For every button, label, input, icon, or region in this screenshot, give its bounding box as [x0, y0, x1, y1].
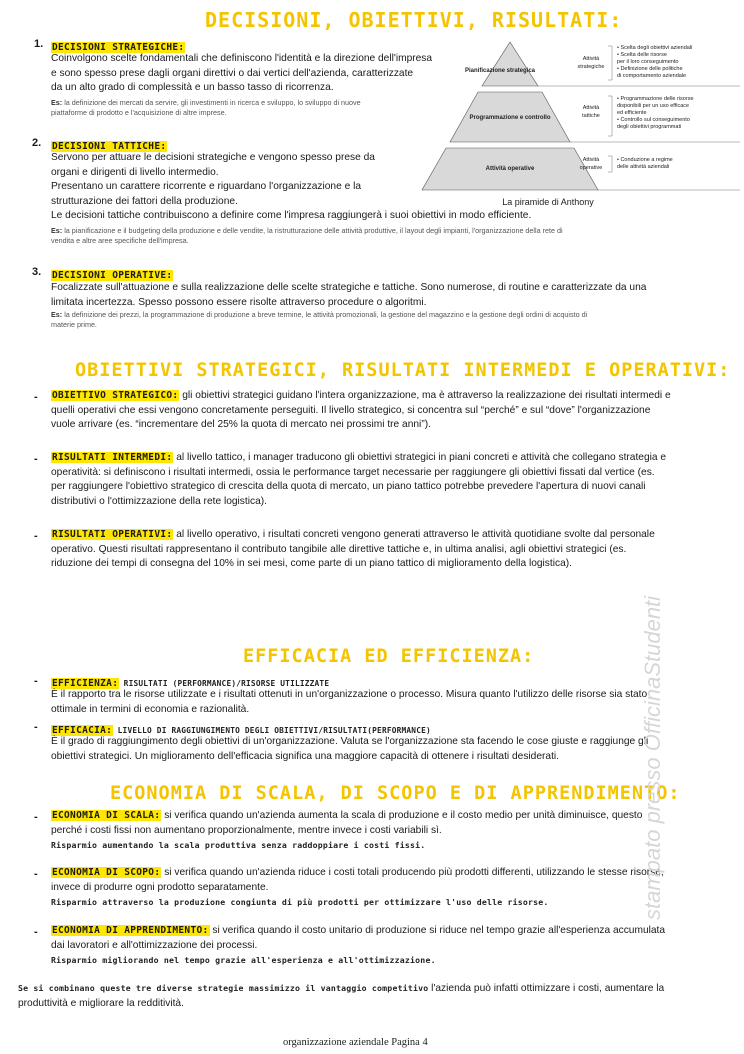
- label-decisioni-strategiche: DECISIONI STRATEGICHE:: [52, 42, 185, 53]
- pyramid-level-label: Pianificazione strategica: [464, 68, 536, 74]
- conclusion-paragraph: Se si combinano queste tre diverse strategie massimizzo il vantaggio competitivo l'azienda può infatti ottimizzare i costi, aumentare la produttività e migliorare la redditività.: [18, 983, 665, 1009]
- paragraph-risultati-intermedi: RISULTATI INTERMEDI: al livello tattico, i manager traducono gli obiettivi strategici in piani concreti e attività che collegano strategia e operatività: si definiscono i risultati intermedi, ossia le performance target necessarie per raggiungere gli obiettivi fissati dal vertice (es. per raggiungere l'obiettivo strategico di crescita della quota di mercato, un piano tattico potrebbe prevedere l'apertura di nuovi canali distributivi o l'ottimizzazione della rete logistica).: [51, 452, 667, 507]
- label-obiettivo-strategico: OBIETTIVO STRATEGICO:: [52, 390, 179, 401]
- bullet-dash: -: [34, 453, 38, 465]
- paragraph-economia-scopo: ECONOMIA DI SCOPO: si verifica quando un'azienda riduce i costi totali producendo più prodotti differenti, utilizzando le stesse risorse, invece di produrre ogni prodotto separatamente. Risparmio attraverso la produzione congiunta di più prodotti per ottimizzare l'uso delle risorse.: [51, 866, 741, 910]
- bullet-dash: -: [34, 530, 38, 542]
- section-title-decisioni: DECISIONI, OBIETTIVI, RISULTATI:: [205, 8, 623, 32]
- label-economia-apprendimento: ECONOMIA DI APPRENDIMENTO:: [52, 925, 209, 936]
- note-economia-scala: Risparmio aumentando la scala produttiva senza raddoppiare i costi fissi.: [51, 840, 426, 850]
- pyramid-level-strategic: [482, 42, 538, 86]
- bullet-dash: -: [34, 675, 38, 687]
- pyramid-bullet: • Conduzione a regime: [617, 157, 673, 163]
- bullet-dash: -: [34, 811, 38, 823]
- paragraph-obiettivo-strategico: OBIETTIVO STRATEGICO: gli obiettivi strategici guidano l'intera organizzazione, ma è attraverso la realizzazione dei risultati intermedi e quelli operativi che essi vengono concretamente perseguiti. Il livello strategico, si concentra sul “perché” e sul “dove” l'organizzazione vuole arrivare (es. “incrementare del 25% la quota di mercato nei prossimi tre anni”).: [51, 390, 671, 430]
- page-footer: organizzazione aziendale Pagina 4: [283, 1037, 428, 1048]
- pyramid-bullet: di comportamento aziendale: [617, 73, 687, 79]
- paragraph-risultati-operativi: RISULTATI OPERATIVI: al livello operativo, i risultati concreti vengono generati attraverso le attività quotidiane svolte dal personale operativo. Questi risultati rappresentano il contributo tangibile alle direttive tattiche e, in ultima analisi, agli obiettivi strategici (es. riduzione dei tempi di consegna del 10% in sei mesi, come parte di un piano tattico di miglioramento della logistica).: [51, 529, 655, 569]
- bullet-dash: -: [34, 926, 38, 938]
- label-economia-scala: ECONOMIA DI SCALA:: [52, 810, 161, 821]
- example-decisioni-strategiche: Es: la definizione dei mercati da servire, gli investimenti in ricerca e sviluppo, lo sviluppo di nuove piattaforme di prodotto e l'acquisizione di altre imprese.: [51, 98, 361, 117]
- paragraph-economia-apprendimento: ECONOMIA DI APPRENDIMENTO: si verifica quando il costo unitario di produzione si riduce nel tempo grazie all'esperienza accumulata dai lavoratori e all'ottimizzazione dei processi. Risparmio migliorando nel tempo grazie all'esperienza e all'ottimizzazione.: [51, 924, 741, 968]
- pyramid-bullet: • Scelta degli obiettivi aziendali: [617, 45, 693, 51]
- pyramid-side-label: operative: [579, 165, 603, 171]
- label-efficacia: EFFICACIA:: [52, 725, 113, 736]
- paragraph-efficienza: È il rapporto tra le risorse utilizzate e i risultati ottenuti in un'organizzazione o processo. Misura quanto l'utilizzo delle risorse sia stato ottimale in termini di economia e razionalità.: [51, 689, 648, 715]
- formula-efficienza: RISULTATI (PERFORMANCE)/RISORSE UTILIZZATE: [123, 679, 330, 688]
- pyramid-side-label: Attività: [582, 56, 600, 62]
- pyramid-bullet: degli obiettivi programmati: [617, 124, 682, 130]
- pyramid-bullet: • Controllo sul conseguimento: [617, 117, 690, 123]
- paragraph-decisioni-strategiche: Coinvolgono scelte fondamentali che definiscono l'identità e la direzione dell'impresa e sono spesso prese dagli organi direttivi o dai vertici dell'azienda, caratterizzate da un alto grado di complessità e un basso tasso di ricorrenza.: [51, 53, 433, 93]
- pyramid-bullet: • Programmazione delle risorse: [617, 96, 694, 102]
- label-risultati-intermedi: RISULTATI INTERMEDI:: [52, 452, 173, 463]
- item-number: 1.: [34, 38, 44, 50]
- pyramid-bullet: disponibili per un uso efficace: [617, 103, 690, 109]
- item-number: 3.: [32, 266, 42, 278]
- pyramid-caption: La piramide di Anthony: [502, 197, 594, 207]
- note-economia-scopo: Risparmio attraverso la produzione congiunta di più prodotti per ottimizzare l'uso delle risorse.: [51, 897, 549, 907]
- label-risultati-operativi: RISULTATI OPERATIVI:: [52, 529, 173, 540]
- pyramid-side-label: tattiche: [582, 113, 600, 119]
- note-economia-apprendimento: Risparmio migliorando nel tempo grazie all'esperienza e all'ottimizzazione.: [51, 955, 436, 965]
- pyramid-side-label: strategiche: [577, 64, 605, 70]
- pyramid-level-label: Programmazione e controllo: [469, 115, 551, 121]
- formula-efficacia: LIVELLO DI RAGGIUNGIMENTO DEGLI OBIETTIVI/RISULTATI(PERFORMANCE): [117, 726, 431, 735]
- pyramid-side-label: Attività: [582, 105, 600, 111]
- section-title-efficacia: EFFICACIA ED EFFICIENZA:: [243, 646, 535, 667]
- conclusion-handwritten: Se si combinano queste tre diverse strategie massimizzo il vantaggio competitivo: [18, 983, 429, 993]
- pyramid-side-label: Attività: [582, 157, 600, 163]
- section-title-economia: ECONOMIA DI SCALA, DI SCOPO E DI APPRENDIMENTO:: [110, 783, 681, 804]
- label-economia-scopo: ECONOMIA DI SCOPO:: [52, 867, 161, 878]
- label-decisioni-operative: DECISIONI OPERATIVE:: [52, 270, 173, 281]
- bullet-dash: -: [34, 868, 38, 880]
- pyramid-bullet: per il loro conseguimento: [617, 59, 679, 65]
- bullet-dash: -: [34, 391, 38, 403]
- label-efficienza: EFFICIENZA:: [52, 678, 119, 689]
- pyramid-bullet: • Scelta delle risorse: [617, 52, 667, 58]
- paragraph-efficacia: È il grado di raggiungimento degli obiettivi di un'organizzazione. Valuta se l'organizzazione sta facendo le cose giuste e raggiunge gli obiettivi strategici. Un miglioramento dell'efficacia significa una maggiore capacità di ottenere i risultati desiderati.: [51, 736, 649, 762]
- item-number: 2.: [32, 137, 42, 149]
- example-decisioni-operative: Es: la definizione dei prezzi, la programmazione di produzione a breve termine, le attività promozionali, la gestione del magazzino e la gestione degli ordini di acquisto di materie prime.: [51, 310, 588, 329]
- pyramid-level-label: Attività operative: [485, 166, 535, 172]
- bullet-dash: -: [34, 721, 38, 733]
- anthony-pyramid-diagram: [420, 38, 740, 213]
- watermark-text: stampato presso OfficinaStudenti: [640, 595, 665, 920]
- pyramid-bullet: • Definizione delle politiche: [617, 66, 683, 72]
- paragraph-decisioni-tattiche: Servono per attuare le decisioni strategiche e vengono spesso prese da organi e dirigenti di livello intermedio. Presentano un carattere ricorrente e riguardano l'organizzazione e la strutturazione dei fattori della produzione. Le decisioni tattiche contribuiscono a definire come l'impresa raggiungerà i suoi obiettivi in modo efficiente.: [51, 152, 532, 221]
- pyramid-bullet: ed efficiente: [617, 110, 647, 116]
- section-title-obiettivi: OBIETTIVI STRATEGICI, RISULTATI INTERMEDI E OPERATIVI:: [75, 360, 731, 381]
- paragraph-decisioni-operative: Focalizzate sull'attuazione e sulla realizzazione delle scelte strategiche e tattiche. Sono numerose, di routine e caratterizzate da una limitata incertezza. Spesso possono essere risolte attraverso procedure o algoritmi.: [51, 282, 647, 308]
- label-decisioni-tattiche: DECISIONI TATTICHE:: [52, 141, 167, 152]
- example-decisioni-tattiche: Es: la pianificazione e il budgeting della produzione e delle vendite, la ristrutturazione delle attività produttive, il layout degli impianti, l'organizzazione della rete di vendita e altre aree specifiche dell'impresa.: [51, 226, 563, 245]
- pyramid-bullet: delle attività aziendali: [617, 164, 670, 170]
- paragraph-economia-scala: ECONOMIA DI SCALA: si verifica quando un'azienda aumenta la scala di produzione e il costo medio per unità diminuisce, questo perché i costi fissi non aumentano proporzionalmente, mentre invece i costi variabili sì. Risparmio aumentando la scala produttiva senza raddoppiare i costi fissi.: [51, 809, 741, 853]
